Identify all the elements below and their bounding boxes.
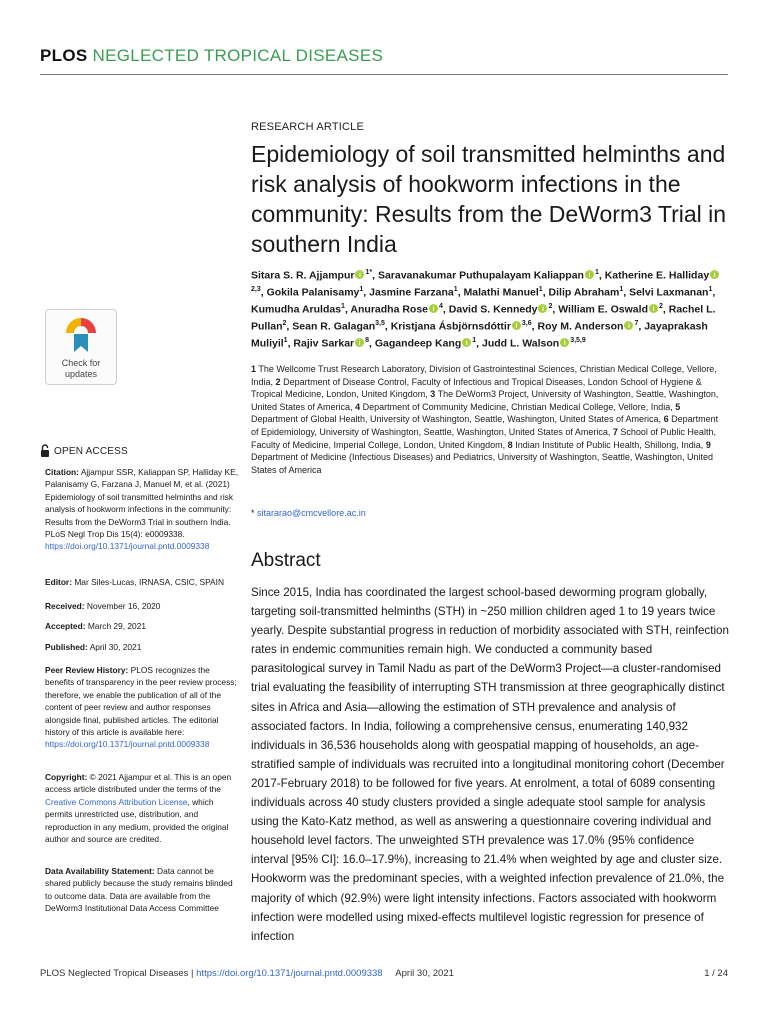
editor-text: Mar Siles-Lucas, IRNASA, CSIC, SPAIN <box>74 577 225 587</box>
author-affiliation-marker: 1 <box>341 303 345 310</box>
accepted-label: Accepted: <box>45 621 86 631</box>
orcid-icon[interactable] <box>355 270 364 279</box>
author-affiliation-marker: 1 <box>538 286 543 293</box>
peer-review-label: Peer Review History: <box>45 665 129 675</box>
page-number: 1 / 24 <box>704 968 728 979</box>
orcid-icon[interactable] <box>649 304 658 313</box>
author-name: William E. Oswald <box>558 303 648 316</box>
open-access-badge <box>40 444 128 458</box>
orcid-icon[interactable] <box>512 321 521 330</box>
citation-block <box>45 466 240 553</box>
affiliation-number: 9 <box>705 439 711 450</box>
accepted-text: March 29, 2021 <box>87 621 147 631</box>
author-affiliation-marker: 1 <box>594 269 599 276</box>
author-affiliation-marker: 3,5 <box>375 320 385 327</box>
author-affiliation-marker: 7 <box>634 320 639 327</box>
affiliation-text: Indian Institute of Public Health, Shillong, India, <box>515 439 704 450</box>
peer-review-block <box>45 664 240 751</box>
copyright-block <box>45 771 240 845</box>
correspondence <box>251 508 366 518</box>
copyright-text: © 2021 Ajjampur et al. This is an open access article distributed under the terms of the <box>45 772 232 795</box>
license-link[interactable]: Creative Commons Attribution License <box>45 796 188 807</box>
check-updates-icon <box>64 316 98 356</box>
affiliation-text: Department of Epidemiology, University of Washington, Seattle, Washington, United States of America, <box>251 414 719 437</box>
author-affiliation-marker: 2 <box>658 303 663 310</box>
citation-label: Citation: <box>45 467 79 477</box>
author-name: Anuradha Rose <box>350 303 429 316</box>
author-name: Saravanakumar Puthupalayam Kaliappan <box>377 269 584 282</box>
author-affiliation-marker: 8 <box>365 337 370 344</box>
affiliation-list <box>251 363 727 476</box>
footer-doi-link[interactable]: https://doi.org/10.1371/journal.pntd.0009338 <box>196 968 383 979</box>
affiliation-number: 7 <box>612 426 618 437</box>
affiliation-number: 3 <box>430 389 436 400</box>
copyright-text-end: , which permits unrestricted use, distribution, and reproduction in any medium, provided the original author and source are credited. <box>45 796 229 845</box>
citation-text: Ajjampur SSR, Kaliappan SP, Halliday KE, Palanisamy G, Farzana J, Manuel M, et al. (2021) Epidemiology of soil transmitted helminths and risk analysis of hookworm infections in the community: Results from the DeWorm3 Trial in southern India. PLoS Negl Trop Dis 15(4): e0009338. <box>45 467 239 540</box>
editor-label: Editor: <box>45 577 72 587</box>
author-name: Selvi Laxmanan <box>629 286 709 299</box>
author-name: Jasmine Farzana <box>369 286 454 299</box>
author-affiliation-marker: 2,3 <box>251 286 261 293</box>
orcid-icon[interactable] <box>538 304 547 313</box>
published-block <box>45 641 240 653</box>
peer-review-text: PLOS recognizes the benefits of transparency in the peer review process; therefore, we enable the publication of all of the content of peer review and author responses alongside final, published articles. The editorial history of this article is available here: <box>45 665 237 738</box>
author-name: Katherine E. Halliday <box>604 269 710 282</box>
affiliation-number: 8 <box>507 439 513 450</box>
check-for-updates-button[interactable] <box>45 309 117 385</box>
author-affiliation-marker: 1 <box>619 286 624 293</box>
author-list: Sitara S. R. Ajjampuri $^{1*}$, Saravanakumar Puthupalayam Kaliappani $^1$, Katherine E. Hallidayi$^{2,3}$, Gokila Palanisamy$^1$, Jasmine Farzana$^1$, Malathi Manuel$^1$, Dilip Abraham$^1$, Selvi Laxmanan$^1$, Kumudha Aruldas$^1$, Anuradha Rosei $^4$, David S. Kennedyi $^2$, William E. Oswaldi $^2$, Rachel L. Pullan$^2$, Sean R. Galagan$^{3,5}$, Kristjana Ásbjörnsdóttiri $^{3,6}$, Roy M. Andersoni $^7$, Jayaprakash Muliyil$^1$, Rajiv Sarkari $^8$, Gagandeep Kangi $^1$, Judd L. Walsoni $^{3,5,9}$ <box>251 266 731 351</box>
author-affiliation-marker: 1 <box>708 286 713 293</box>
citation-doi-link[interactable]: https://doi.org/10.1371/journal.pntd.0009338 <box>45 541 210 552</box>
author-name: Sean R. Galagan <box>292 320 376 333</box>
published-text: April 30, 2021 <box>89 642 142 652</box>
author-name: Gokila Palanisamy <box>266 286 360 299</box>
author-name: Sitara S. R. Ajjampur <box>251 269 355 282</box>
copyright-label: Copyright: <box>45 772 88 782</box>
page-footer <box>40 968 454 979</box>
author-name: Kumudha Aruldas <box>251 303 342 316</box>
affiliation-text: Department of Medicine (Infectious Diseases) and Pediatrics, University of Washington, Seattle, Washington, United States of America <box>251 452 714 475</box>
orcid-icon[interactable] <box>624 321 633 330</box>
affiliation-text: Department of Global Health, University of Washington, Seattle, Washington, United States of America, <box>251 414 662 425</box>
author-affiliation-marker: 3,6 <box>521 320 532 327</box>
journal-header <box>40 46 383 66</box>
orcid-icon[interactable] <box>462 338 471 347</box>
author-name: Rajiv Sarkar <box>293 337 355 350</box>
editor-block <box>45 576 240 588</box>
affiliation-number: 6 <box>663 414 669 425</box>
orcid-icon[interactable] <box>560 338 569 347</box>
journal-name: NEGLECTED TROPICAL DISEASES <box>92 46 384 65</box>
open-access-label: OPEN ACCESS <box>54 445 128 457</box>
peer-review-link[interactable]: https://doi.org/10.1371/journal.pntd.0009338 <box>45 739 210 750</box>
affiliation-text: Department of Community Medicine, Christian Medical College, Vellore, India, <box>362 401 673 412</box>
affiliation-number: 1 <box>251 364 257 374</box>
author-name: Rachel L. Pullan <box>251 303 716 333</box>
abstract-heading: Abstract <box>251 550 321 571</box>
author-name: Jayaprakash Muliyil <box>251 320 708 350</box>
author-affiliation-marker: 3,5,9 <box>570 337 586 344</box>
footer-journal: PLOS Neglected Tropical Diseases <box>40 968 189 979</box>
author-name: Gagandeep Kang <box>374 337 462 350</box>
author-affiliation-marker: 1 <box>472 337 477 344</box>
abstract-text: Since 2015, India has coordinated the largest school-based deworming program globally, targeting soil-transmitted helminths (STH) in ~250 million children aged 1 to 19 years twice yearly. Despite substantial progress in reduction of morbidity associated with STH, reinfection rates in endemic communities remain high. We conducted a community based parasitological survey in Tamil Nadu as part of the DeWorm3 Project—a cluster-randomised trial evaluating the feasibility of interrupting STH transmission at three geographically distinct sites in Africa and Asia—allowing the estimation of STH prevalence and analysis of associated factors. In India, following a comprehensive census, enumerating 140,932 individuals in 36,536 households along with geospatial mapping of households, an age-stratified sample of individuals was recruited into a longitudinal monitoring cohort (December 2017-February 2018) to be followed for five years. At enrolment, a total of 6089 consenting individuals across 40 study clusters provided a single adequate stool sample for analysis using the Kato-Katz method, as well as answering a questionnaire covering individual and household level factors. The unweighted STH prevalence was 17.0% (95% confidence interval [95% CI]: 16.0–17.9%), increasing to 21.4% when weighted by age and cluster size. Hookworm was the predominant species, with a weighted infection prevalence of 21.0%, the majority of which (92.9%) were light intensity infections. Factors associated with hookworm infection were modelled using mixed-effects multilevel logistic regression for presence of infection <box>251 586 729 943</box>
affiliation-number: 4 <box>355 401 361 412</box>
article-type: RESEARCH ARTICLE <box>251 121 365 133</box>
author-name: David S. Kennedy <box>448 303 538 316</box>
author-name: Roy M. Anderson <box>537 320 624 333</box>
check-updates-line1: Check for <box>61 358 101 368</box>
accepted-block <box>45 620 240 632</box>
published-label: Published: <box>45 642 88 652</box>
article-title: Epidemiology of soil transmitted helminths and risk analysis of hookworm infections in the community: Results from the DeWorm3 Trial in southern India <box>251 141 727 257</box>
author-name: Kristjana Ásbjörnsdóttir <box>390 320 511 333</box>
author-affiliation-marker: 1 <box>283 337 288 344</box>
orcid-icon[interactable] <box>429 304 438 313</box>
author-affiliation-marker: 4 <box>439 303 443 310</box>
affiliation-text: The DeWorm3 Project, University of Washington, Seattle, Washington, United States of America, <box>251 389 719 412</box>
correspondence-email-link[interactable]: sitararao@cmcvellore.ac.in <box>257 508 366 518</box>
data-availability-label: Data Availability Statement: <box>45 866 155 876</box>
journal-brand: PLOS <box>40 46 88 65</box>
affiliation-text: School of Public Health, Faculty of Medicine, Imperial College, London, United Kingdom, <box>251 426 716 450</box>
data-availability-block <box>45 865 240 915</box>
check-updates-line2: updates <box>64 369 98 379</box>
author-affiliation-marker: 2 <box>282 320 287 327</box>
footer-date: April 30, 2021 <box>395 968 454 979</box>
author-affiliation-marker: 1 <box>359 286 364 293</box>
author-affiliation-marker: 1 <box>453 286 458 293</box>
orcid-icon[interactable] <box>710 270 719 279</box>
received-label: Received: <box>45 601 85 611</box>
open-lock-icon <box>40 444 50 458</box>
orcid-icon[interactable] <box>585 270 594 279</box>
data-availability-text: Data cannot be shared publicly because the study remains blinded to outcome data. Data are available from the DeWorm3 Institutional Data Access Committee <box>45 866 233 914</box>
orcid-icon[interactable] <box>355 338 364 347</box>
author-name: Dilip Abraham <box>548 286 620 299</box>
footer-separator: | <box>191 968 194 979</box>
author-name: Malathi Manuel <box>463 286 539 299</box>
received-block <box>45 600 240 612</box>
affiliation-text: Department of Disease Control, Faculty of Infectious and Tropical Diseases, London School of Hygiene & Tropical Medicine, London, United Kingdom, <box>251 376 702 400</box>
header-divider <box>40 74 728 75</box>
author-affiliation-marker: 1* <box>365 269 373 276</box>
affiliation-text: The Wellcome Trust Research Laboratory, Division of Gastrointestinal Sciences, Christian Medical College, Vellore, India, <box>251 364 717 387</box>
author-affiliation-marker: 2 <box>548 303 553 310</box>
author-name: Judd L. Walson <box>482 337 560 350</box>
affiliation-number: 5 <box>675 401 681 412</box>
affiliation-number: 2 <box>275 376 281 387</box>
correspondence-marker: * <box>251 508 255 518</box>
received-text: November 16, 2020 <box>86 601 161 611</box>
check-updates-label <box>46 358 116 380</box>
